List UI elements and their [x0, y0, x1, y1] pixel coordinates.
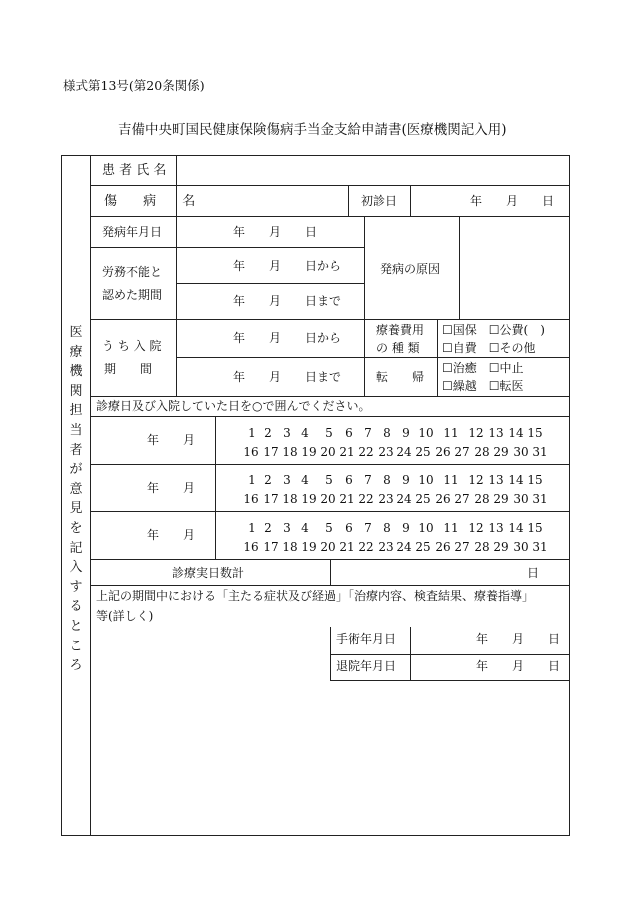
- side-column-divider: [90, 155, 91, 835]
- calendar-day[interactable]: 16: [243, 540, 259, 554]
- row-line: [90, 464, 569, 465]
- side-label: 医療機関担当者が意見を記入するところ: [69, 325, 83, 674]
- month-label[interactable]: 年 月: [147, 433, 196, 447]
- calendar-day[interactable]: 21: [339, 540, 355, 554]
- calendar-day[interactable]: 17: [263, 492, 279, 506]
- calendar-day[interactable]: 29: [493, 445, 509, 459]
- calendar-day[interactable]: 23: [378, 540, 394, 554]
- calendar-day[interactable]: 1: [248, 521, 256, 535]
- col-line: [459, 216, 460, 319]
- calendar-day[interactable]: 20: [320, 540, 336, 554]
- month-label[interactable]: 年 月: [147, 481, 196, 495]
- row-line: [90, 511, 569, 512]
- calendar-day[interactable]: 13: [488, 521, 504, 535]
- calendar-day[interactable]: 12: [468, 473, 484, 487]
- row-line: [90, 585, 569, 586]
- hospital-label-2: 期 間: [104, 362, 153, 376]
- calendar-day[interactable]: 10: [418, 473, 434, 487]
- calendar-day[interactable]: 28: [474, 540, 490, 554]
- calendar-day[interactable]: 7: [364, 473, 372, 487]
- outcome-label: 転 帰: [376, 370, 425, 384]
- calendar-day[interactable]: 13: [488, 473, 504, 487]
- calendar-day[interactable]: 3: [283, 521, 291, 535]
- calendar-day[interactable]: 18: [282, 492, 298, 506]
- row-line: [90, 319, 569, 320]
- row-line: [330, 654, 569, 655]
- calendar-day[interactable]: 5: [325, 521, 333, 535]
- onset-date-label: 発病年月日: [102, 225, 163, 239]
- actual-days-label: 診療実日数計: [172, 566, 245, 580]
- calendar-day[interactable]: 6: [345, 521, 353, 535]
- calendar-day[interactable]: 21: [339, 492, 355, 506]
- calendar-day[interactable]: 11: [443, 521, 459, 535]
- calendar-day[interactable]: 8: [383, 521, 391, 535]
- calendar-day[interactable]: 16: [243, 445, 259, 459]
- calendar-day[interactable]: 17: [263, 540, 279, 554]
- calendar-day[interactable]: 5: [325, 426, 333, 440]
- col-line: [364, 216, 365, 397]
- calendar-day[interactable]: 27: [454, 445, 470, 459]
- row-line: [176, 357, 569, 358]
- calendar-day[interactable]: 12: [468, 521, 484, 535]
- calendar-day[interactable]: 31: [532, 492, 548, 506]
- actual-days-unit: 日: [527, 566, 540, 580]
- col-line: [330, 627, 331, 680]
- border-right: [569, 155, 570, 835]
- calendar-day[interactable]: 15: [527, 521, 543, 535]
- calendar-day[interactable]: 27: [454, 492, 470, 506]
- calendar-day[interactable]: 11: [443, 426, 459, 440]
- hospital-to[interactable]: 年 月 日まで: [233, 370, 342, 384]
- calendar-day[interactable]: 1: [248, 426, 256, 440]
- calendar-day[interactable]: 25: [415, 540, 431, 554]
- calendar-day[interactable]: 10: [418, 426, 434, 440]
- incapacity-from[interactable]: 年 月 日から: [233, 259, 342, 273]
- calendar-day[interactable]: 1: [248, 473, 256, 487]
- calendar-day[interactable]: 30: [513, 445, 529, 459]
- calendar-day[interactable]: 19: [301, 540, 317, 554]
- col-line: [176, 155, 177, 397]
- calendar-day[interactable]: 31: [532, 540, 548, 554]
- expense-label-1: 療養費用: [376, 323, 425, 337]
- calendar-day[interactable]: 17: [263, 445, 279, 459]
- expense-options-1[interactable]: ☐国保 ☐公費( ): [442, 323, 545, 337]
- row-line: [90, 247, 364, 248]
- calendar-day[interactable]: 23: [378, 492, 394, 506]
- surgery-date-label: 手術年月日: [336, 632, 397, 646]
- page-title: 吉備中央町国民健康保険傷病手当金支給申請書(医療機関記入用): [118, 122, 507, 138]
- col-line: [410, 627, 411, 680]
- calendar-day[interactable]: 2: [264, 473, 272, 487]
- patient-name-label: 患 者 氏 名: [102, 163, 167, 178]
- patient-name-field[interactable]: [180, 158, 565, 182]
- calendar-day[interactable]: 9: [402, 473, 410, 487]
- hospital-from[interactable]: 年 月 日から: [233, 331, 342, 345]
- calendar-day[interactable]: 20: [320, 445, 336, 459]
- calendar-day[interactable]: 18: [282, 445, 298, 459]
- border-bottom: [61, 835, 570, 836]
- actual-days-field[interactable]: [334, 562, 519, 582]
- discharge-date-value[interactable]: 年 月 日: [476, 659, 561, 673]
- outcome-options-2[interactable]: ☐繰越 ☐転医: [442, 379, 524, 393]
- calendar-day[interactable]: 12: [468, 426, 484, 440]
- row-line: [90, 396, 569, 397]
- calendar-day[interactable]: 25: [415, 445, 431, 459]
- circle-days-instruction: 診療日及び入院していた日を○で囲んでください。: [96, 399, 371, 413]
- calendar-day[interactable]: 21: [339, 445, 355, 459]
- onset-cause-label: 発病の原因: [380, 262, 441, 276]
- row-line: [176, 283, 364, 284]
- calendar-day[interactable]: 19: [301, 492, 317, 506]
- calendar-day[interactable]: 14: [508, 426, 524, 440]
- calendar-day[interactable]: 25: [415, 492, 431, 506]
- calendar-day[interactable]: 18: [282, 540, 298, 554]
- col-line: [410, 185, 411, 217]
- calendar-day[interactable]: 2: [264, 426, 272, 440]
- first-visit-date[interactable]: 年 月 日: [470, 194, 555, 208]
- calendar-day[interactable]: 4: [301, 473, 309, 487]
- col-line: [215, 416, 216, 559]
- col-line: [348, 185, 349, 217]
- calendar-day[interactable]: 30: [513, 492, 529, 506]
- incapacity-label-2: 認めた期間: [102, 288, 163, 302]
- calendar-day[interactable]: 5: [325, 473, 333, 487]
- symptoms-line-1: 上記の期間中における「主たる症状及び経過」「治療内容、検査結果、療養指導」: [96, 589, 535, 603]
- border-left: [61, 155, 62, 835]
- row-line: [90, 416, 569, 417]
- calendar-day[interactable]: 15: [527, 473, 543, 487]
- calendar-day[interactable]: 8: [383, 473, 391, 487]
- calendar-day[interactable]: 6: [345, 473, 353, 487]
- outcome-options-1[interactable]: ☐治癒 ☐中止: [442, 361, 524, 375]
- month-label[interactable]: 年 月: [147, 528, 196, 542]
- calendar-day[interactable]: 28: [474, 445, 490, 459]
- calendar-day[interactable]: 15: [527, 426, 543, 440]
- symptoms-line-2: 等(詳しく): [96, 609, 154, 623]
- calendar-day[interactable]: 24: [396, 492, 412, 506]
- calendar-day[interactable]: 11: [443, 473, 459, 487]
- first-visit-label: 初診日: [361, 194, 398, 208]
- row-line: [90, 216, 569, 217]
- calendar-day[interactable]: 22: [358, 492, 374, 506]
- calendar-day[interactable]: 26: [435, 492, 451, 506]
- incapacity-label-1: 労務不能と: [102, 265, 163, 279]
- calendar-day[interactable]: 14: [508, 521, 524, 535]
- calendar-day[interactable]: 24: [396, 445, 412, 459]
- calendar-day[interactable]: 26: [435, 540, 451, 554]
- onset-cause-field[interactable]: [463, 220, 565, 316]
- form-number: 様式第13号(第20条関係): [63, 78, 205, 93]
- row-line: [330, 680, 569, 681]
- onset-date-value[interactable]: 年 月 日: [233, 225, 318, 239]
- calendar-day[interactable]: 29: [493, 492, 509, 506]
- calendar-day[interactable]: 28: [474, 492, 490, 506]
- calendar-day[interactable]: 8: [383, 426, 391, 440]
- symptoms-field[interactable]: [94, 628, 326, 828]
- incapacity-to[interactable]: 年 月 日まで: [233, 294, 342, 308]
- calendar-day[interactable]: 4: [301, 521, 309, 535]
- expense-label-2: の 種 類: [376, 341, 420, 355]
- calendar-day[interactable]: 19: [301, 445, 317, 459]
- calendar-day[interactable]: 24: [396, 540, 412, 554]
- calendar-day[interactable]: 26: [435, 445, 451, 459]
- calendar-day[interactable]: 14: [508, 473, 524, 487]
- calendar-day[interactable]: 13: [488, 426, 504, 440]
- calendar-day[interactable]: 7: [364, 426, 372, 440]
- calendar-day[interactable]: 3: [283, 473, 291, 487]
- calendar-day[interactable]: 31: [532, 445, 548, 459]
- calendar-day[interactable]: 10: [418, 521, 434, 535]
- calendar-day[interactable]: 9: [402, 426, 410, 440]
- calendar-day[interactable]: 9: [402, 521, 410, 535]
- calendar-day[interactable]: 30: [513, 540, 529, 554]
- col-line: [437, 319, 438, 397]
- calendar-day[interactable]: 20: [320, 492, 336, 506]
- calendar-day[interactable]: 27: [454, 540, 470, 554]
- row-line: [90, 185, 569, 186]
- disease-name-label: 傷 病 名: [104, 194, 196, 209]
- calendar-day[interactable]: 2: [264, 521, 272, 535]
- col-line: [330, 559, 331, 585]
- calendar-day[interactable]: 4: [301, 426, 309, 440]
- calendar-day[interactable]: 29: [493, 540, 509, 554]
- surgery-date-value[interactable]: 年 月 日: [476, 632, 561, 646]
- calendar-day[interactable]: 6: [345, 426, 353, 440]
- calendar-day[interactable]: 23: [378, 445, 394, 459]
- hospital-label-1: う ち 入 院: [102, 339, 162, 353]
- calendar-day[interactable]: 22: [358, 540, 374, 554]
- calendar-day[interactable]: 7: [364, 521, 372, 535]
- disease-name-field[interactable]: [180, 188, 345, 213]
- border-top: [61, 155, 570, 156]
- expense-options-2[interactable]: ☐自費 ☐その他: [442, 341, 536, 355]
- calendar-day[interactable]: 16: [243, 492, 259, 506]
- discharge-date-label: 退院年月日: [336, 659, 397, 673]
- calendar-day[interactable]: 3: [283, 426, 291, 440]
- calendar-day[interactable]: 22: [358, 445, 374, 459]
